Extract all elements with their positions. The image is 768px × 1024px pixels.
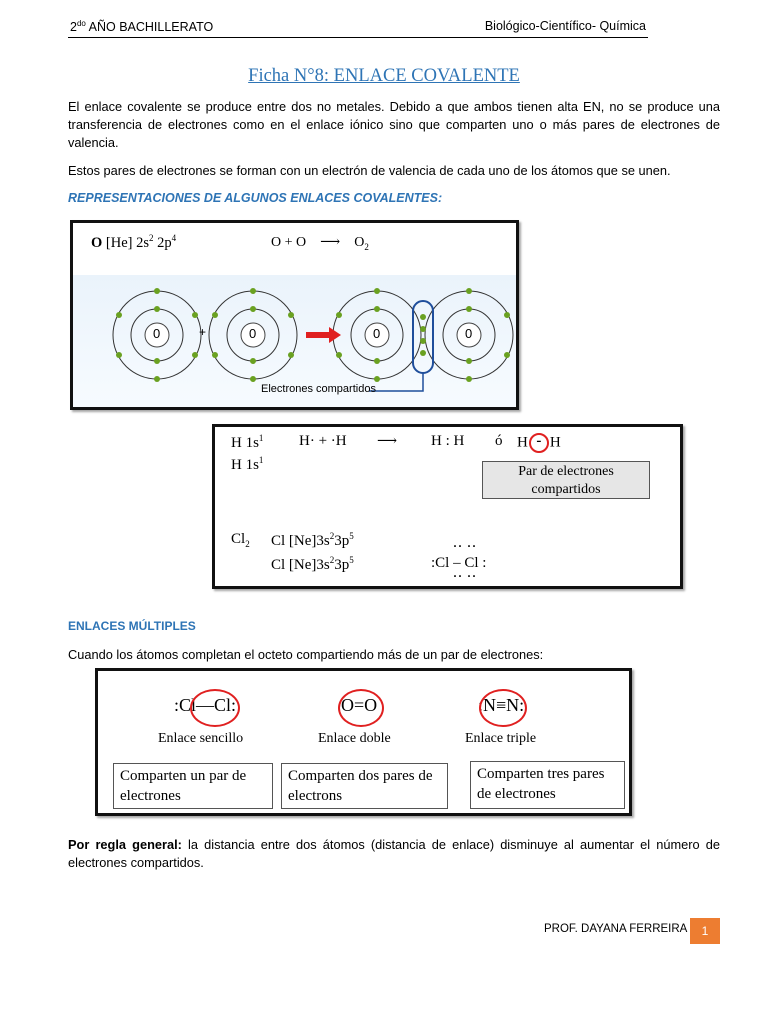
general-rule-paragraph [68,836,720,872]
double-bond-description: Comparten dos pares de electrons [281,763,448,809]
cl2-label: $Cl_2$ [231,531,250,549]
atom-label: 0 [249,326,257,341]
or-text: ó [495,433,503,449]
shared-pair-label: Par de electrones compartidos [482,461,650,499]
section-heading-multiple-bonds: ENLACES MÚLTIPLES [68,619,196,633]
cl-config-1: Cl $[Ne]3s^23p^5$ [271,531,354,549]
author-name: PROF. DAYANA FERREIRA [544,923,688,935]
single-bond-formula: :Cl—Cl: [174,695,237,715]
double-bond-formula: O=O [341,695,378,715]
cl2-lewis: :Cl – Cl : [431,555,487,571]
atom-label: 0 [465,326,473,341]
h-config-1: H $1s^1$ [231,433,264,451]
triple-bond-formula: :N≡N: [478,695,525,715]
lewis-dots-top: ·· ·· [453,539,478,553]
multiple-bonds-figure [95,668,632,816]
section-heading-representations: REPRESENTACIONES DE ALGUNOS ENLACES COVALENTES: [68,191,443,205]
cl-config-2: Cl $[Ne]3s^23p^5$ [271,555,354,573]
lewis-dots-bottom: ·· ·· [453,569,478,583]
h-dash-h: H - H [517,433,561,453]
page-header [68,19,648,38]
oxygen-config: O [He] $2s^2$ $2p^4$ [91,233,177,251]
shared-pair-circle: - [529,433,549,453]
shared-electrons-caption: Electrones compartidos [261,383,376,395]
course-level: $2^{do}$ AÑO BACHILLERATO [70,19,214,35]
single-bond-label: Enlace sencillo [158,731,244,746]
oxygen-reaction: O + O ⟶ $O_2$ [271,235,369,252]
triple-bond-highlight [479,689,527,727]
single-bond-highlight [190,689,240,727]
general-rule-label: Por regla general: [68,837,182,852]
course-subject: Biológico-Científico- Química [484,19,646,33]
general-rule-text: la distancia entre dos átomos (distancia de enlace) disminuye al aumentar el número de electrones compartidos. [68,837,720,870]
intro-paragraph-1: El enlace covalente se produce entre dos no metales. Debido a que ambos tienen alta EN, no se produce una transferencia de electrones como en el enlace iónico sino que comparten uno o más pares de electrones de valencia. [68,99,720,150]
oxygen-bond-figure [70,220,519,410]
h-config-2: H $1s^1$ [231,455,264,473]
hydrogen-chlorine-figure [212,424,683,589]
plus-sign: + [199,325,207,339]
atom-label: 0 [153,326,161,341]
atom-label: 0 [373,326,381,341]
h-reaction: H· + ·H [299,433,347,449]
triple-bond-description: Comparten tres pares de electrones [470,761,625,809]
triple-bond-label: Enlace triple [465,731,537,746]
single-bond-description: Comparten un par de electrones [113,763,273,809]
multiple-bonds-text: Cuando los átomos completan el octeto compartiendo más de un par de electrones: [68,647,544,662]
double-bond-label: Enlace doble [318,731,391,746]
double-bond-highlight [338,689,384,727]
h-pair: H : H [431,433,465,449]
reaction-arrow: ⟶ [377,434,398,449]
intro-paragraph-2: Estos pares de electrones se forman con un electrón de valencia de cada uno de los átomos que se unen. [68,163,671,178]
page-number: 1 [690,918,720,944]
page-title: Ficha N°8: ENLACE COVALENTE [248,66,520,86]
